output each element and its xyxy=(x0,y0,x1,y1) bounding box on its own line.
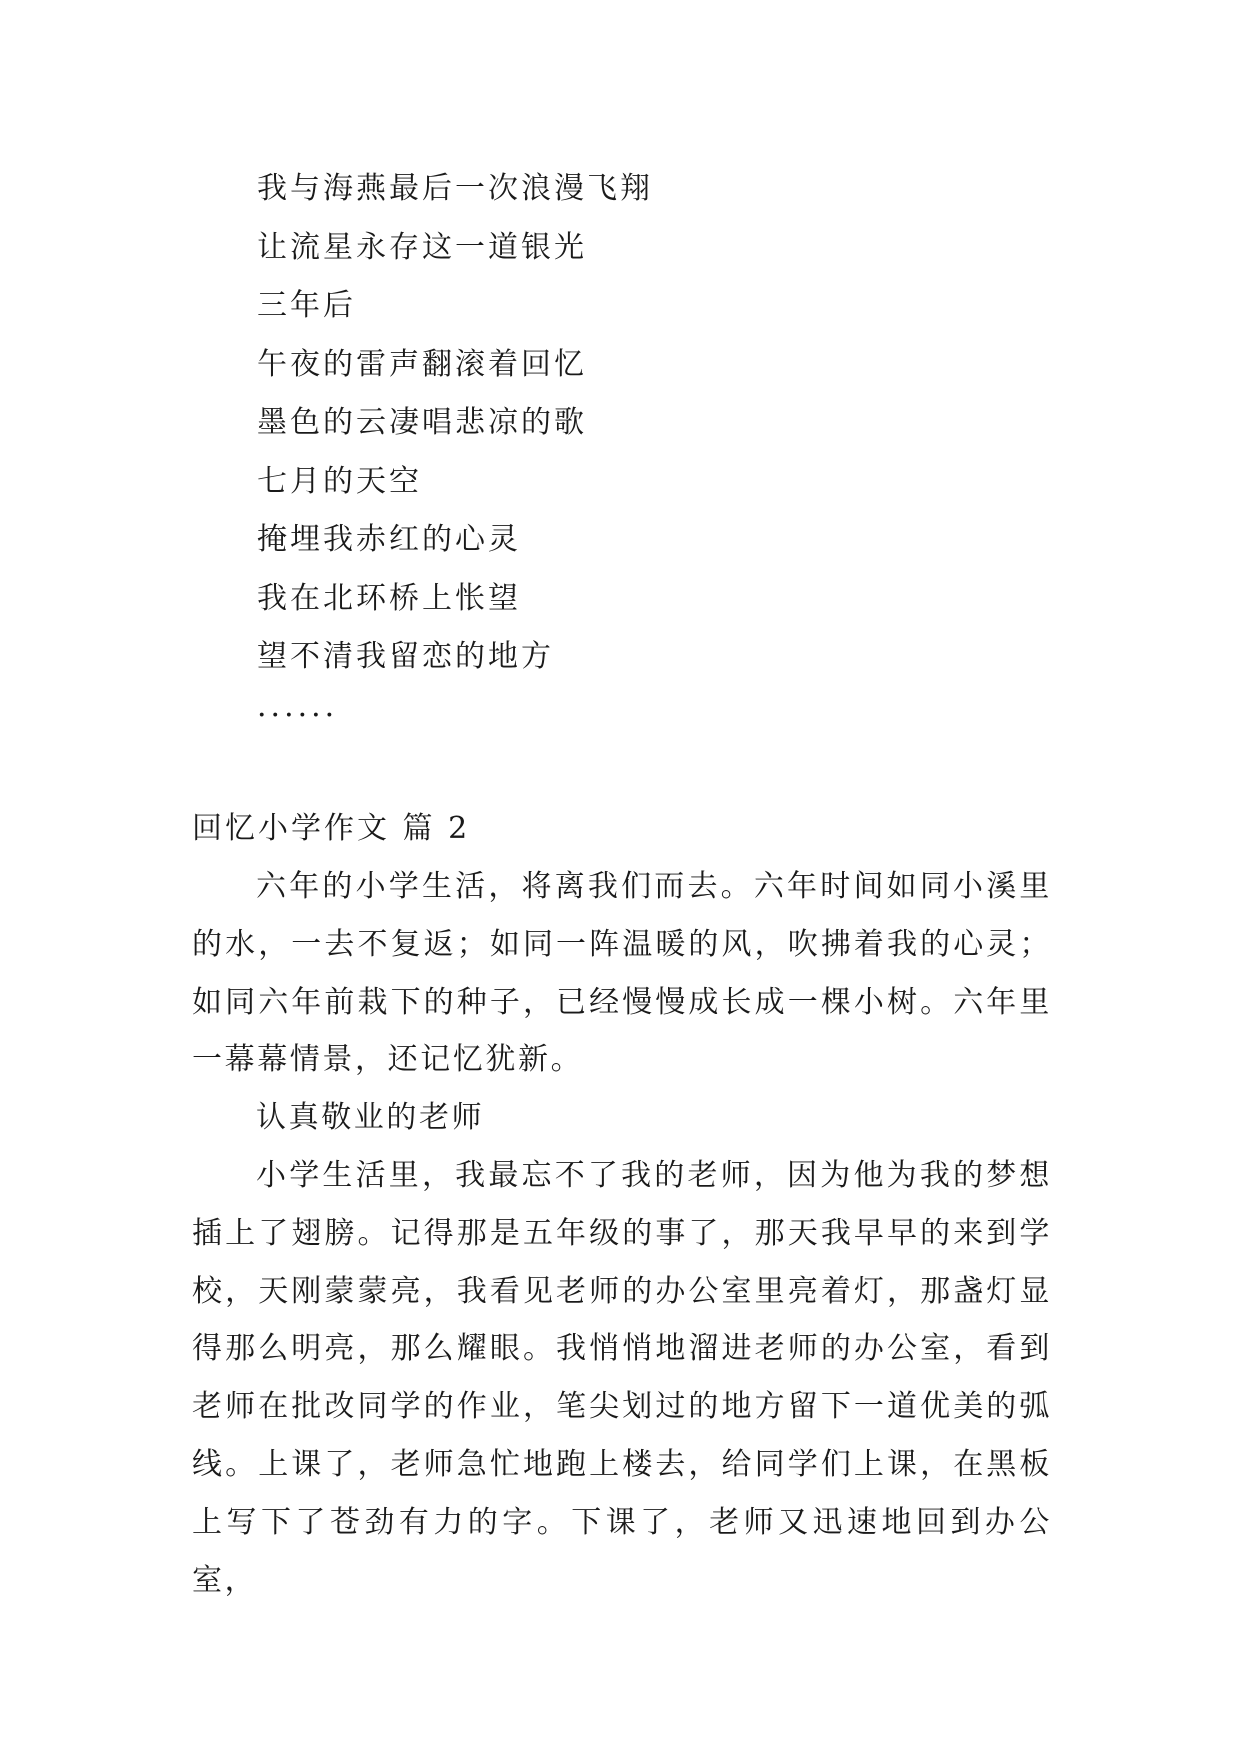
poem-line: 三年后 xyxy=(257,288,356,323)
poem-line: 七月的天空 xyxy=(257,463,422,499)
poem-line: 我在北环桥上怅望 xyxy=(257,580,521,616)
poem-ellipsis: ······ xyxy=(257,697,339,733)
poem-line: 墨色的云凄唱悲凉的歌 xyxy=(257,405,587,440)
paragraph: 小学生活里，我最忘不了我的老师，因为他为我的梦想插上了翅膀。记得那是五年级的事了，那天我早早的来到学校，天刚蒙蒙亮，我看见老师的办公室里亮着灯，那盏灯显得那么明亮，那么耀眼。我悄悄地溜进老师的办公室，看到老师在批改同学的作业，笔尖划过的地方留下一道优美的弧线。上课了，老师急忙地跑上楼去，给同学们上课，在黑板上写下了苍劲有力的字。下课了，老师又迅速地回到办公室， xyxy=(192,1157,1052,1598)
poem-line: 掩埋我赤红的心灵 xyxy=(257,522,521,557)
poem-block xyxy=(257,160,1077,745)
poem-line: 我与海燕最后一次浪漫飞翔 xyxy=(257,171,653,206)
poem-line: 午夜的雷声翻滚着回忆 xyxy=(257,346,587,382)
section-title: 回忆小学作文 篇 2 xyxy=(192,811,471,846)
essay-body xyxy=(192,858,1052,1609)
poem-line: 望不清我留恋的地方 xyxy=(257,639,554,674)
subheading: 认真敬业的老师 xyxy=(256,1100,485,1136)
paragraph: 六年的小学生活，将离我们而去。六年时间如同小溪里的水，一去不复返；如同一阵温暖的风，吹拂着我的心灵；如同六年前栽下的种子，已经慢慢成长成一棵小树。六年里一幕幕情景，还记忆犹新。 xyxy=(192,869,1052,1078)
poem-line: 让流星永存这一道银光 xyxy=(257,229,587,265)
